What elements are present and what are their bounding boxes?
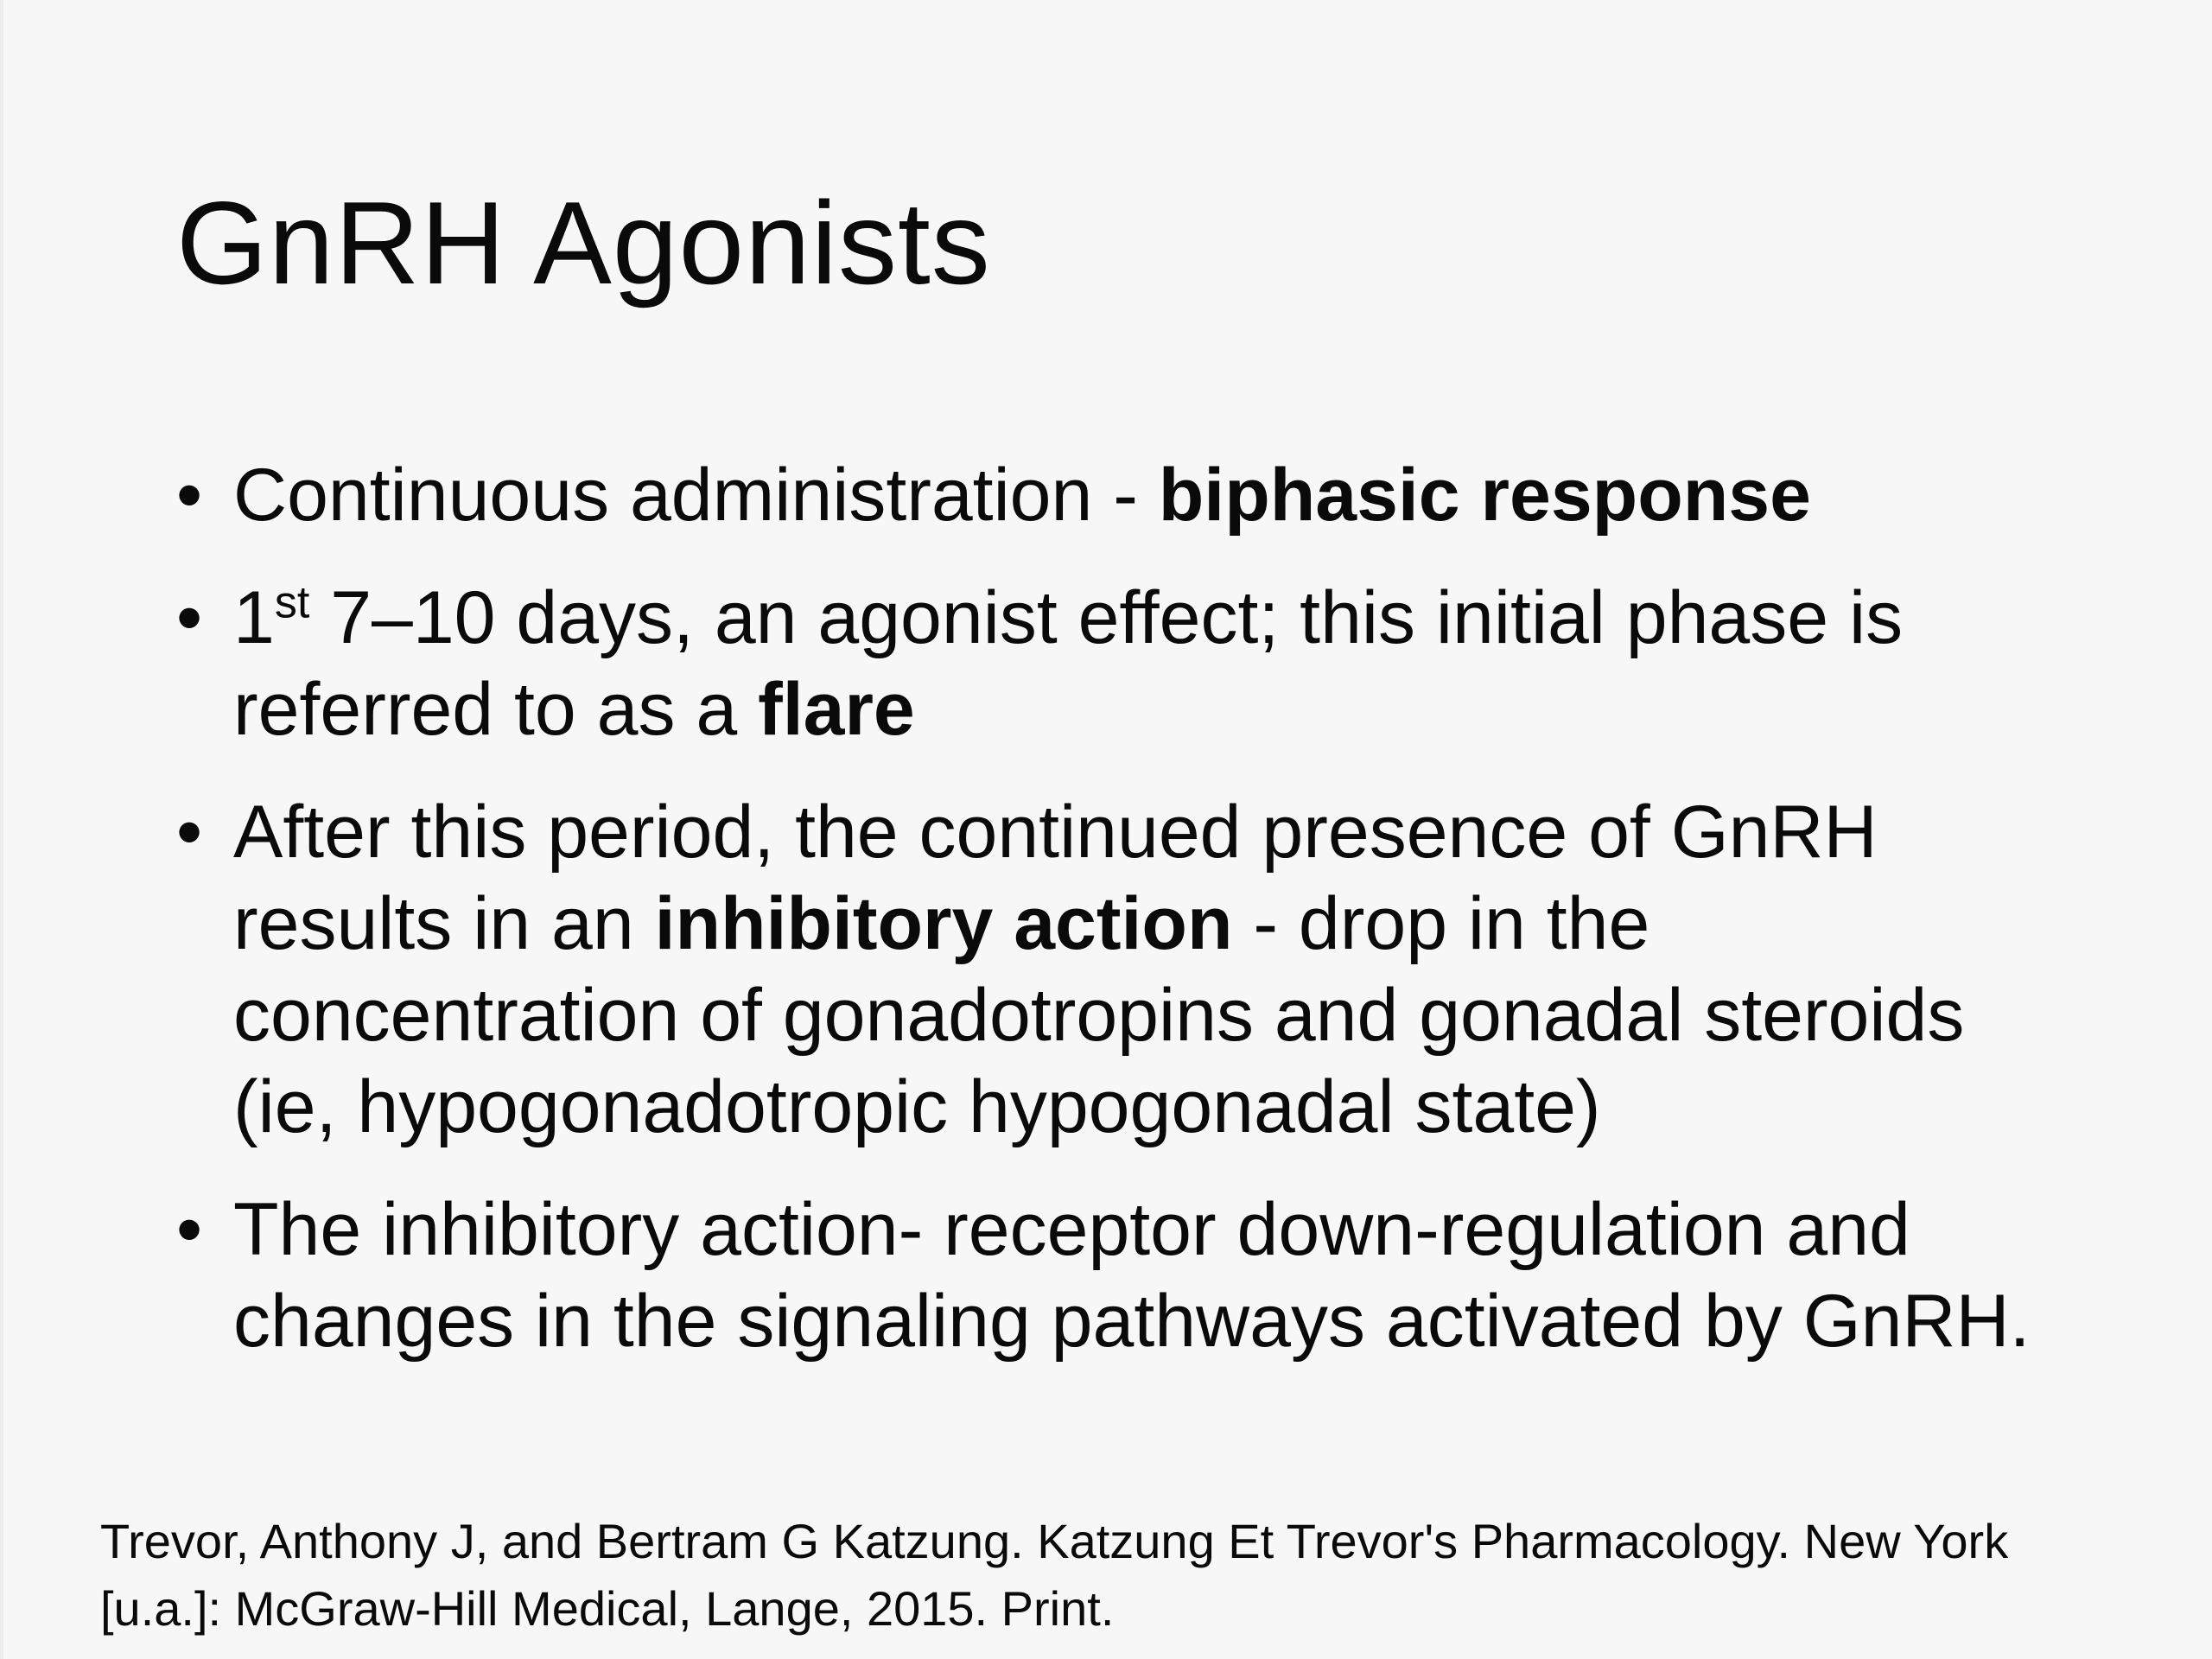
ordinal-superscript: st — [274, 577, 310, 628]
bullet-bold-text: biphasic response — [1158, 454, 1811, 537]
bullet-item — [176, 572, 2060, 755]
bullet-text — [233, 1188, 2031, 1363]
bullet-text-segment: Continuous administration - — [233, 454, 1159, 537]
citation — [100, 1508, 2157, 1643]
bullet-marker: • — [176, 576, 203, 659]
bullet-marker: • — [176, 1188, 203, 1271]
bullet-text — [233, 791, 1964, 1148]
bullet-text-segment: 1 — [233, 576, 275, 659]
bullet-list — [176, 449, 2060, 1398]
bullet-marker: • — [176, 791, 203, 874]
bullet-text — [233, 454, 1811, 537]
bullet-text-segment: After this period, the continued presence of GnRH results in an — [233, 791, 1878, 965]
bullet-item — [176, 449, 2060, 541]
bullet-text — [233, 576, 1903, 751]
bullet-item — [176, 1184, 2060, 1367]
bullet-bold-text: flare — [758, 668, 915, 751]
bullet-marker: • — [176, 454, 203, 537]
citation-line: Trevor, Anthony J, and Bertram G Katzung. Katzung Et Trevor's Pharmacology. New York — [100, 1514, 2009, 1568]
slide-title: GnRH Agonists — [176, 177, 991, 308]
citation-line: [u.a.]: McGraw-Hill Medical, Lange, 2015. Print. — [100, 1581, 1115, 1636]
bullet-text-segment: The inhibitory action- receptor down-regulation and changes in the signaling pathways activated by GnRH. — [233, 1188, 2031, 1363]
bullet-bold-text: inhibitory action — [654, 882, 1233, 965]
bullet-text-segment: 7–10 days, an agonist effect; this initial phase is referred to as a — [233, 576, 1904, 751]
bullet-item — [176, 786, 2060, 1153]
bullet-text-segment: - drop in the concentration of gonadotropins and gonadal steroids (ie, hypogonadotropic hypogonadal state) — [233, 882, 1965, 1148]
